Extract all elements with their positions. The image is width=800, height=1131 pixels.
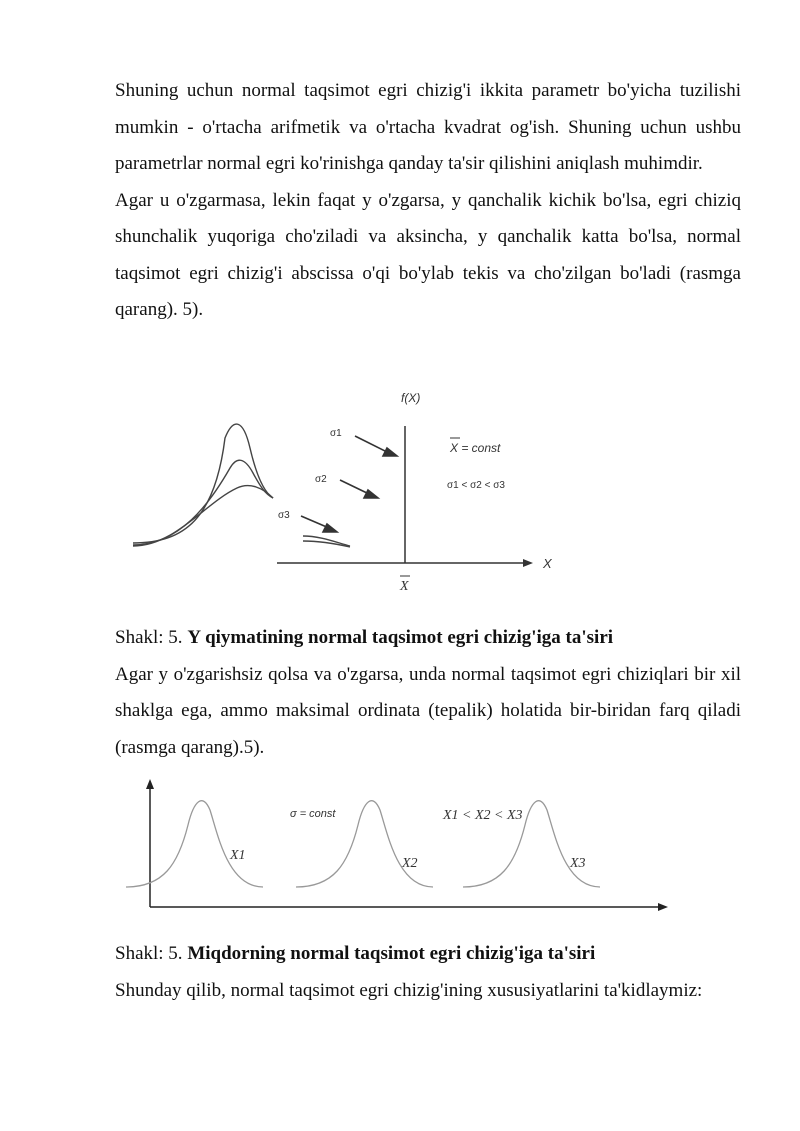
x-axis-label: X: [543, 556, 552, 571]
x1-label: X1: [230, 848, 246, 863]
sigma3-label: σ3: [278, 510, 290, 521]
caption-2-block: [115, 936, 741, 1009]
curve-sigma3: [133, 486, 273, 546]
sigma1-label: σ1: [330, 428, 342, 439]
caption-1: Shakl: 5. Y qiymatining normal taqsimot egri chizig'iga ta'siri: [115, 627, 614, 648]
paragraph-3: Agar y o'zgarishsiz qolsa va o'zgarsa, unda normal taqsimot egri chiziqlari bir xil shaklga ega, ammo maksimal ordinata (tepalik) holatida bir-biridan farq qiladi (rasmga qarang).5).: [115, 663, 741, 758]
figure-mean-effect: [118, 775, 678, 920]
document-page: [115, 73, 741, 329]
curve-sigma2: [133, 460, 273, 545]
const-label: X = const: [450, 441, 501, 455]
caption-2-title: Miqdorning normal taqsimot egri chizig'iga ta'siri: [187, 943, 596, 964]
caption-1-block: [115, 620, 741, 766]
sigma-inequality: σ1 < σ2 < σ3: [447, 480, 505, 491]
sigma-const-label: σ = const: [290, 808, 336, 820]
mean-inequality: X1 < X2 < X3: [443, 808, 523, 823]
figure-sigma-effect: [125, 378, 565, 603]
curve-x1: [126, 801, 263, 887]
curve-sigma1: [133, 424, 273, 543]
mean-label: X: [400, 579, 409, 594]
caption-1-title: Y qiymatining normal taqsimot egri chizig'iga ta'siri: [187, 627, 614, 648]
x3-label: X3: [570, 856, 586, 871]
y-axis-label: f(X): [401, 391, 421, 405]
paragraph-1: Shuning uchun normal taqsimot egri chizig'i ikkita parametr bo'yicha tuzilishi mumkin - o'rtacha arifmetik va o'rtacha kvadrat og'ish. Shuning uchun ushbu parametrlar normal egri ko'rinishga qanday ta'sir qilishini aniqlash muhimdir.: [115, 80, 741, 174]
caption-2: Shakl: 5. Miqdorning normal taqsimot egri chizig'iga ta'siri: [115, 943, 596, 964]
x2-label: X2: [402, 856, 418, 871]
paragraph-4: Shunday qilib, normal taqsimot egri chizig'ining xususiyatlarini ta'kidlaymiz:: [115, 979, 703, 1001]
sigma2-label: σ2: [315, 474, 327, 485]
x-axis-arrow: [523, 559, 533, 567]
paragraph-2: Agar u o'zgarmasa, lekin faqat y o'zgarsa, y qanchalik kichik bo'lsa, egri chiziq shunchalik yuqoriga cho'ziladi va aksincha, y qanchalik katta bo'lsa, normal taqsimot egri chizig'i abscissa o'qi bo'ylab tekis va cho'zilgan bo'ladi (rasmga qarang). 5).: [115, 189, 741, 320]
